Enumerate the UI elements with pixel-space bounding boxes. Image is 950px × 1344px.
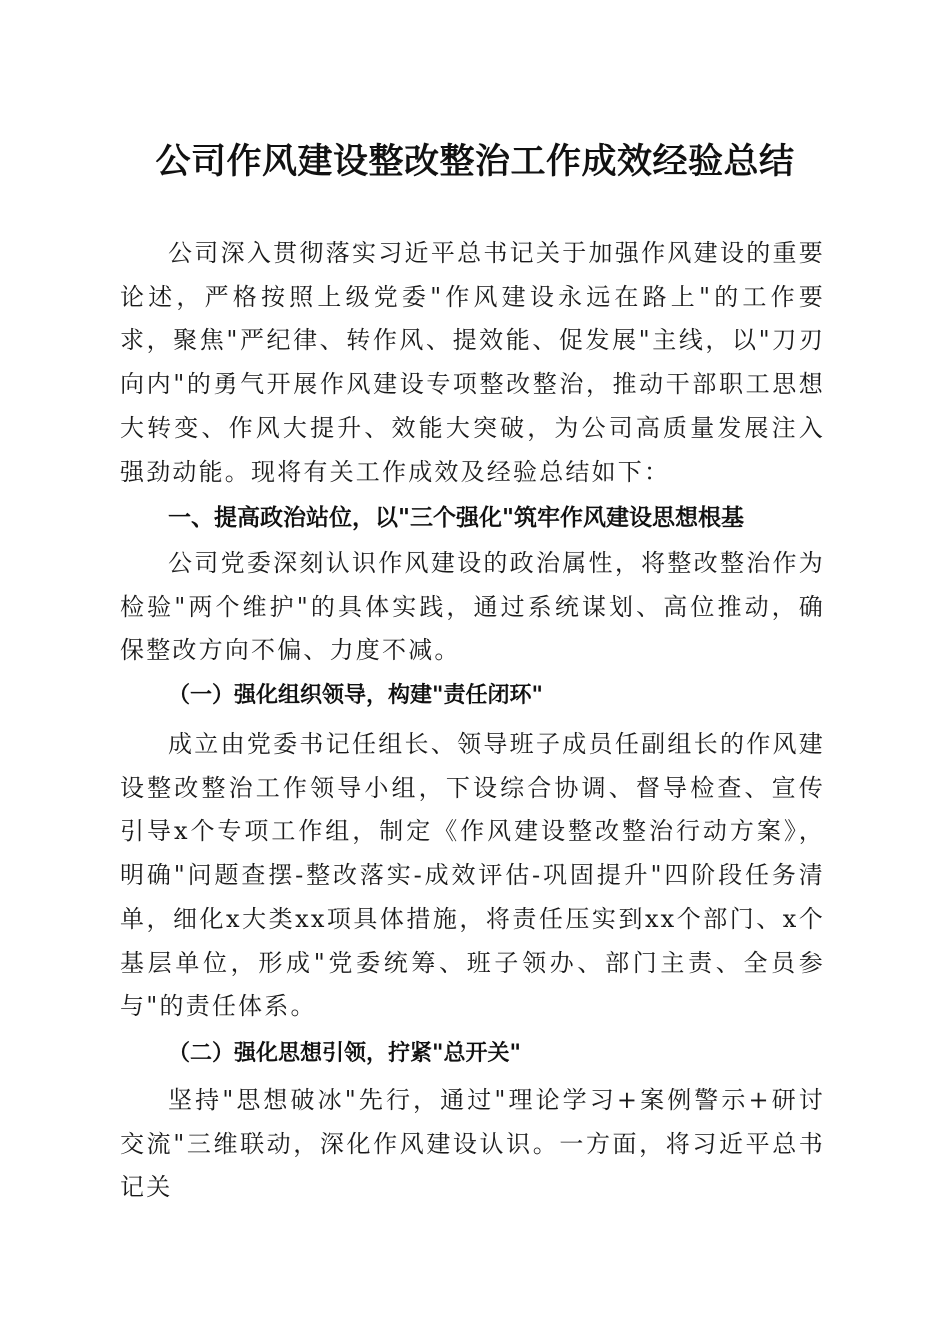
subsection-2-heading: （二）强化思想引领，拧紧"总开关" bbox=[168, 1040, 521, 1066]
intro-paragraph: 公司深入贯彻落实习近平总书记关于加强作风建设的重要论述，严格按照上级党委"作风建设永远在路上"的工作要求，聚焦"严纪律、转作风、提效能、促发展"主线，以"刀刃向内"的勇气开展作风建设专项整改整治，推动干部职工思想大转变、作风大提升、效能大突破，为公司高质量发展注入强劲动能。现将有关工作成效及经验总结如下： bbox=[120, 239, 825, 486]
subsection-1-heading: （一）强化组织领导，构建"责任闭环" bbox=[168, 682, 543, 708]
section-1-heading: 一、提高政治站位，以"三个强化"筑牢作风建设思想根基 bbox=[168, 505, 744, 531]
document-title: 公司作风建设整改整治工作成效经验总结 bbox=[155, 141, 795, 182]
subsection-1-paragraph: 成立由党委书记任组长、领导班子成员任副组长的作风建设整改整治工作领导小组，下设综合协调、督导检查、宣传引导x个专项工作组，制定《作风建设整改整治行动方案》，明确"问题查摆-整改落实-成效评估-巩固提升"四阶段任务清单，细化x大类xx项具体措施，将责任压实到xx个部门、x个基层单位，形成"党委统筹、班子领办、部门主责、全员参与"的责任体系。 bbox=[120, 730, 825, 1021]
subsection-2-paragraph: 坚持"思想破冰"先行，通过"理论学习+案例警示+研讨交流"三维联动，深化作风建设认识。一方面，将习近平总书记关 bbox=[120, 1086, 825, 1202]
section-1-paragraph: 公司党委深刻认识作风建设的政治属性，将整改整治作为检验"两个维护"的具体实践，通过系统谋划、高位推动，确保整改方向不偏、力度不减。 bbox=[120, 549, 825, 665]
